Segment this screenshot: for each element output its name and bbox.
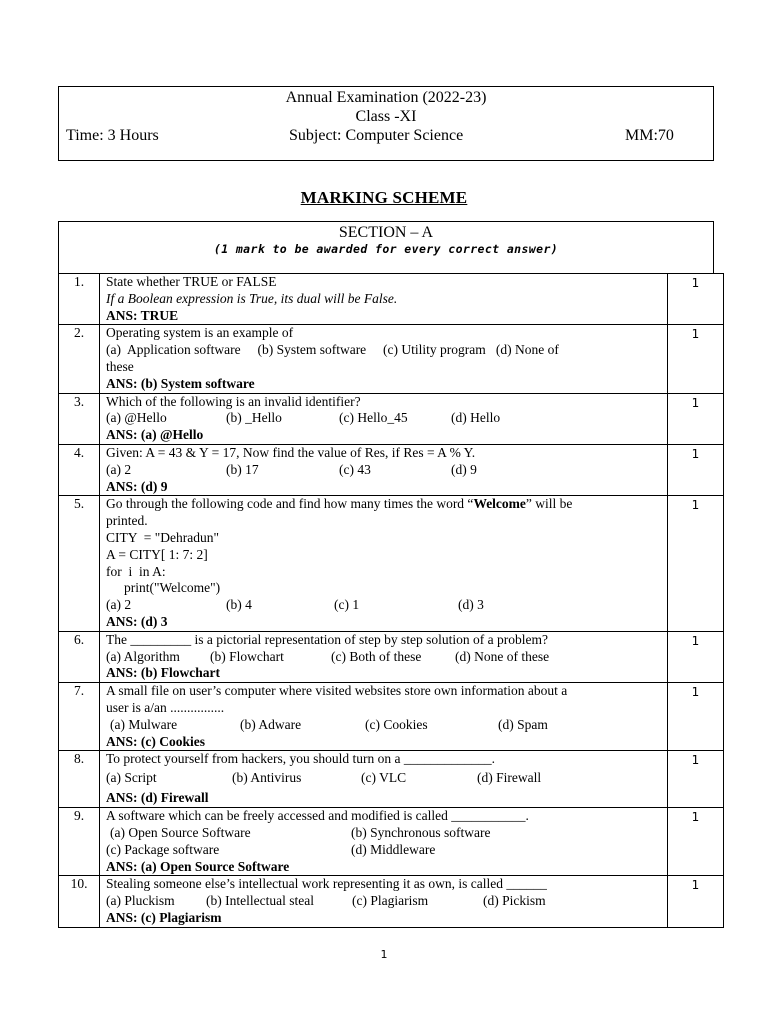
question-text: printed.	[106, 513, 148, 529]
option-d: (d) 3	[458, 597, 484, 613]
option-c: (c) Package software	[106, 841, 220, 857]
question-text: A small file on user’s computer where visited websites store own information about a	[106, 683, 568, 699]
class-name: Class -XI	[355, 108, 417, 125]
exam-subject: Subject: Computer Science	[289, 127, 464, 144]
question-mark: 1	[668, 393, 724, 444]
question-body	[100, 496, 668, 631]
question-text: Stealing someone else’s intellectual work representing it as own, is called ______	[106, 876, 547, 892]
table-row	[59, 444, 724, 495]
table-row	[59, 325, 724, 393]
table-row	[59, 631, 724, 682]
question-mark: 1	[668, 808, 724, 876]
option-a: (a) Open Source Software	[110, 824, 251, 840]
question-number: 10.	[59, 876, 100, 927]
question-text: these	[106, 358, 134, 374]
question-body	[100, 393, 668, 444]
options-row	[106, 825, 667, 842]
options-row	[106, 842, 667, 859]
option-d: (d) Spam	[498, 716, 548, 732]
answer-text: ANS: (d) Firewall	[106, 790, 209, 806]
question-text	[106, 496, 667, 513]
table-row	[59, 274, 724, 325]
question-mark: 1	[668, 631, 724, 682]
question-mark: 1	[668, 751, 724, 808]
question-number: 9.	[59, 808, 100, 876]
option-a: (a) 2	[106, 461, 132, 477]
question-number: 4.	[59, 444, 100, 495]
question-text-part: ” will be	[525, 496, 573, 512]
code-line: A = CITY[ 1: 7: 2]	[106, 546, 208, 562]
code-line: for i in A:	[106, 563, 166, 579]
option-a: (a) Mulware	[110, 716, 178, 732]
answer-text: ANS: (d) 3	[106, 613, 168, 629]
question-text: Given: A = 43 & Y = 17, Now find the value of Res, if Res = A % Y.	[106, 444, 476, 460]
table-row	[59, 393, 724, 444]
option-c: (c) Hello_45	[339, 410, 408, 426]
option-c: (c) Plagiarism	[352, 893, 429, 909]
code-line: CITY = "Dehradun"	[106, 529, 219, 545]
question-body	[100, 808, 668, 876]
exam-header-box	[58, 86, 714, 161]
question-body	[100, 631, 668, 682]
option-a: (a) Script	[106, 770, 157, 786]
option-a: (a) Algorithm	[106, 648, 180, 664]
answer-text: ANS: (b) System software	[106, 375, 255, 391]
question-mark: 1	[668, 683, 724, 751]
option-c: (c) Cookies	[365, 716, 428, 732]
option-d: (d) Hello	[451, 410, 501, 426]
table-row	[59, 808, 724, 876]
question-body	[100, 444, 668, 495]
question-number: 3.	[59, 393, 100, 444]
question-options: (a) Application software (b) System software (c) Utility program (d) None of	[106, 342, 559, 358]
exam-time: Time: 3 Hours	[66, 127, 159, 144]
page-title: MARKING SCHEME	[300, 188, 468, 207]
options-row	[106, 410, 667, 427]
question-number: 7.	[59, 683, 100, 751]
question-text: user is a/an ................	[106, 699, 225, 715]
question-mark: 1	[668, 876, 724, 927]
max-marks: MM:70	[625, 127, 674, 144]
option-c: (c) VLC	[361, 770, 407, 786]
answer-text: ANS: TRUE	[106, 307, 179, 323]
question-body	[100, 274, 668, 325]
options-row	[106, 597, 667, 614]
answer-text: ANS: (d) 9	[106, 478, 168, 494]
question-text: Which of the following is an invalid identifier?	[106, 393, 361, 409]
answer-text: ANS: (c) Cookies	[106, 733, 205, 749]
question-mark: 1	[668, 444, 724, 495]
question-keyword: Welcome	[473, 496, 526, 512]
question-text: Operating system is an example of	[106, 325, 294, 341]
option-d: (d) Middleware	[351, 841, 436, 857]
options-row	[106, 893, 667, 910]
question-body	[100, 325, 668, 393]
option-b: (b) 17	[226, 461, 259, 477]
option-d: (d) 9	[451, 461, 477, 477]
section-title: SECTION – A	[338, 224, 434, 241]
question-text: A software which can be freely accessed and modified is called ___________.	[106, 808, 529, 824]
section-note: (1 mark to be awarded for every correct answer)	[213, 242, 559, 256]
question-text: The _________ is a pictorial representation of step by step solution of a problem?	[106, 631, 549, 647]
option-c: (c) Both of these	[331, 648, 422, 664]
answer-text: ANS: (c) Plagiarism	[106, 909, 222, 925]
question-body	[100, 876, 668, 927]
question-text-part: Go through the following code and find how many times the word “	[106, 496, 474, 512]
question-mark: 1	[668, 496, 724, 631]
option-b: (b) _Hello	[226, 410, 282, 426]
answer-text: ANS: (a) @Hello	[106, 427, 204, 443]
question-number: 8.	[59, 751, 100, 808]
question-number: 5.	[59, 496, 100, 631]
code-line: print("Welcome")	[124, 580, 221, 596]
table-row	[59, 683, 724, 751]
question-body	[100, 751, 668, 808]
option-b: (b) Antivirus	[232, 770, 302, 786]
option-a: (a) Pluckism	[106, 893, 175, 909]
question-text: State whether TRUE or FALSE	[106, 274, 277, 289]
option-a: (a) 2	[106, 597, 132, 613]
options-row	[106, 462, 667, 479]
option-d: (d) Firewall	[477, 770, 542, 786]
question-number: 2.	[59, 325, 100, 393]
table-row	[59, 876, 724, 927]
option-b: (b) 4	[226, 597, 252, 613]
question-number: 1.	[59, 274, 100, 325]
questions-table	[58, 273, 724, 928]
question-body	[100, 683, 668, 751]
section-header	[58, 221, 714, 274]
option-b: (b) Flowchart	[210, 648, 284, 664]
option-d: (d) None of these	[455, 648, 550, 664]
option-b: (b) Adware	[240, 716, 302, 732]
options-row	[106, 717, 667, 734]
question-text: To protect yourself from hackers, you should turn on a _____________.	[106, 751, 495, 767]
question-mark: 1	[668, 274, 724, 325]
table-row	[59, 496, 724, 631]
exam-name: Annual Examination (2022-23)	[285, 89, 487, 106]
page-number: 1	[380, 948, 388, 961]
option-c: (c) 43	[339, 461, 371, 477]
option-a: (a) @Hello	[106, 410, 167, 426]
question-mark: 1	[668, 325, 724, 393]
option-b: (b) Intellectual steal	[206, 893, 314, 909]
option-c: (c) 1	[334, 597, 360, 613]
option-b: (b) Synchronous software	[351, 824, 491, 840]
answer-text: ANS: (b) Flowchart	[106, 665, 220, 681]
options-row	[106, 649, 667, 666]
option-d: (d) Pickism	[483, 893, 546, 909]
question-text: If a Boolean expression is True, its dual will be False.	[106, 290, 398, 306]
answer-text: ANS: (a) Open Source Software	[106, 858, 290, 874]
table-row	[59, 751, 724, 808]
options-row	[106, 770, 667, 790]
question-number: 6.	[59, 631, 100, 682]
